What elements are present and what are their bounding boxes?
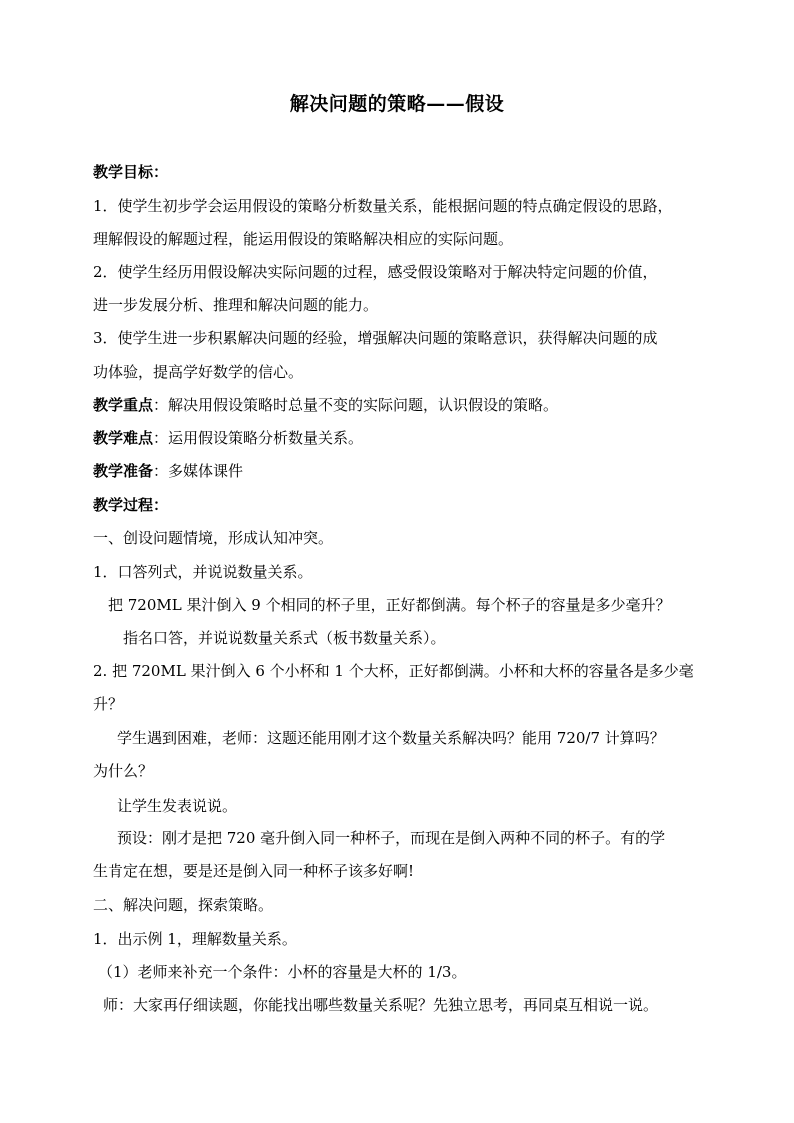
preset-line-2: 生肯定在想，要是还是倒入同一种杯子该多好啊! bbox=[93, 862, 415, 880]
section-1-heading: 一、创设问题情境，形成认知冲突。 bbox=[93, 529, 334, 547]
document-title: 解决问题的策略——假设 bbox=[289, 93, 505, 115]
objective-1-line-1: 1．使学生初步学会运用假设的策略分析数量关系，能根据问题的特点确定假设的思路， bbox=[93, 197, 673, 215]
preparation-text: ：多媒体课件 bbox=[153, 462, 244, 480]
preset-line-1: 预设：刚才是把 720 毫升倒入同一种杯子，而现在是倒入两种不同的杯子。有的学 bbox=[117, 829, 666, 847]
section-1-item-1-note: 指名口答，并说说数量关系式（板书数量关系）。 bbox=[123, 629, 446, 647]
objective-3-line-2: 功体验，提高学好数学的信心。 bbox=[93, 363, 304, 381]
key-point-row bbox=[93, 394, 703, 416]
section-1-item-2-line-2: 升？ bbox=[93, 695, 124, 713]
section-2-item-1: 1．出示例 1，理解数量关系。 bbox=[93, 930, 297, 948]
preparation-label: 教学准备 bbox=[93, 462, 154, 480]
section-1-item-1: 1．口答列式，并说说数量关系。 bbox=[93, 563, 313, 581]
difficulty-text: ：运用假设策略分析数量关系。 bbox=[153, 429, 364, 447]
students-discuss: 让学生发表说说。 bbox=[117, 797, 238, 815]
section-2-teacher: 师：大家再仔细读题，你能找出哪些数量关系呢？先独立思考，再同桌互相说一说。 bbox=[103, 996, 659, 1014]
key-point-label: 教学重点 bbox=[93, 396, 154, 414]
difficulty-label: 教学难点 bbox=[93, 429, 154, 447]
section-1-item-2-line-1: 2. 把 720ML 果汁倒入 6 个小杯和 1 个大杯，正好都倒满。小杯和大杯的容量各是多少毫 bbox=[93, 662, 694, 680]
teacher-question-line-2: 为什么？ bbox=[93, 762, 154, 780]
section-2-heading: 二、解决问题，探索策略。 bbox=[93, 896, 274, 914]
section-2-sub-1: （1）老师来补充一个条件：小杯的容量是大杯的 1/3。 bbox=[98, 963, 467, 981]
key-point-text: ：解决用假设策略时总量不变的实际问题，认识假设的策略。 bbox=[153, 396, 559, 414]
section-1-item-1-question: 把 720ML 果汁倒入 9 个相同的杯子里，正好都倒满。每个杯子的容量是多少毫升？ bbox=[108, 596, 671, 614]
objective-2-line-1: 2．使学生经历用假设解决实际问题的过程，感受假设策略对于解决特定问题的价值， bbox=[93, 263, 658, 281]
objectives-heading: 教学目标： bbox=[93, 163, 169, 181]
objective-3-line-1: 3．使学生进一步积累解决问题的经验，增强解决问题的策略意识，获得解决问题的成 bbox=[93, 329, 658, 347]
teacher-question-line-1: 学生遇到困难，老师：这题还能用刚才这个数量关系解决吗？能用 720/7 计算吗？ bbox=[117, 729, 665, 747]
objective-2-line-2: 进一步发展分析、推理和解决问题的能力。 bbox=[93, 296, 379, 314]
preparation-row bbox=[93, 460, 703, 482]
objective-1-line-2: 理解假设的解题过程，能运用假设的策略解决相应的实际问题。 bbox=[93, 230, 514, 248]
process-heading: 教学过程： bbox=[93, 496, 169, 514]
difficulty-row bbox=[93, 427, 703, 449]
